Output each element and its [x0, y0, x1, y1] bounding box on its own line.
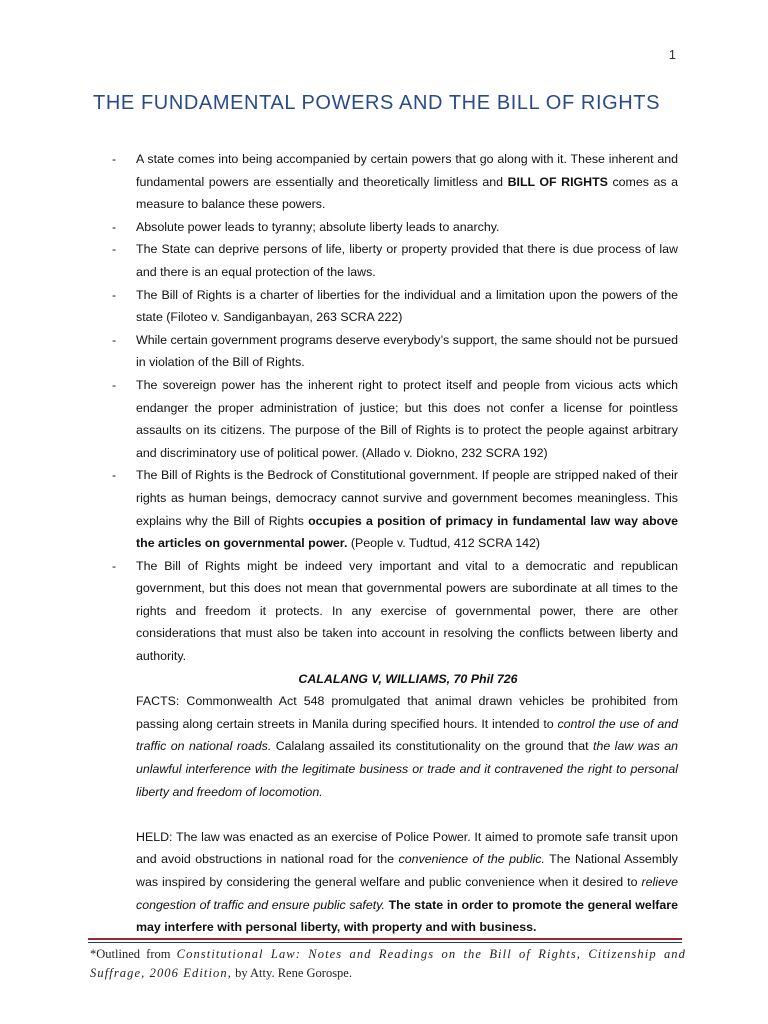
bullet-text: The Bill of Rights is a charter of liberties for the individual and a limitation upon the powers of the state (Filoteo v. Sandiganbayan, 263 SCRA 222) — [136, 287, 678, 325]
footnote-suffix: by Atty. Rene Gorospe. — [231, 966, 352, 980]
bullet-item — [112, 216, 678, 239]
facts-text: Calalang assailed its constitutionality on the ground that — [271, 739, 594, 754]
bullet-text: (People v. Tudtud, 412 SCRA 142) — [347, 536, 541, 551]
footer-rule-red — [88, 938, 682, 940]
bullet-item — [112, 374, 678, 464]
bullet-text: The sovereign power has the inherent right to protect itself and people from vicious acts which endanger the proper administration of justice; but this does not confer a license for pointless assaults on its citizens. The purpose of the Bill of Rights is to protect the people against arbitrary and discriminatory use of political power. (Allado v. Diokno, 232 SCRA 192) — [136, 377, 678, 460]
footer-rule-blue — [88, 942, 682, 943]
bullet-text: Absolute power leads to tyranny; absolute liberty leads to anarchy. — [136, 219, 500, 234]
bullet-text: While certain government programs deserve everybody’s support, the same should not be pursued in violation of the Bill of Rights. — [136, 332, 678, 370]
footnote-source: Constitutional Law: Notes and Readings on the Bill of Rights, Citizenship and Suffrage, 2006 Edition, — [90, 947, 687, 980]
bullet-item — [112, 284, 678, 329]
paragraph-spacer — [136, 803, 678, 826]
document-title: THE FUNDAMENTAL POWERS AND THE BILL OF RIGHTS — [93, 92, 661, 114]
bullet-bold-text: BILL OF RIGHTS — [507, 174, 608, 189]
bullet-dash: - — [112, 287, 117, 302]
bullet-text: A state comes into being accompanied by certain powers that go along with it. These inherent and fundamental powers are essentially and theoretically limitless and — [136, 152, 678, 189]
facts-paragraph — [136, 690, 678, 803]
held-italic-text: convenience of the public. — [398, 852, 545, 867]
held-bold-text: The state in order to promote the general welfare may interfere with personal liberty, with property and with business. — [136, 897, 678, 935]
facts-italic-text: the law was an unlawful interference with the legitimate business or trade and it contravened the right to personal liberty and freedom of locomotion. — [136, 739, 678, 799]
bullet-item — [112, 148, 678, 216]
bullet-dash: - — [112, 219, 117, 234]
held-text: The National Assembly was inspired by considering the general welfare and public convenience when it desired to — [136, 852, 678, 889]
bullet-dash: - — [112, 377, 117, 392]
facts-text: FACTS: Commonwealth Act 548 promulgated that animal drawn vehicles be prohibited from passing along certain streets in Manila during specified hours. It intended to — [136, 694, 678, 731]
document-body — [112, 148, 678, 939]
case-digest — [112, 668, 678, 939]
bullet-item — [112, 555, 678, 668]
footnote — [90, 945, 686, 983]
bullet-dash: - — [112, 558, 117, 573]
bullet-bold-text: occupies a position of primacy in fundamental law way above the articles on governmental power. — [136, 513, 679, 551]
footnote-prefix: *Outlined from — [90, 947, 177, 961]
bullet-list — [112, 148, 678, 668]
held-text: HELD: The law was enacted as an exercise of Police Power. It aimed to promote safe transit upon and avoid obstructions in national road for the — [136, 829, 678, 867]
bullet-dash: - — [112, 332, 117, 347]
bullet-text: The State can deprive persons of life, liberty or property provided that there is due process of law and there is an equal protection of the laws. — [136, 242, 678, 279]
held-paragraph — [136, 826, 678, 939]
bullet-dash: - — [112, 242, 117, 257]
bullet-item — [112, 238, 678, 283]
bullet-text: The Bill of Rights is the Bedrock of Constitutional government. If people are stripped naked of their rights as human beings, democracy cannot survive and government becomes meaningless. This explains why the Bill of Rights — [136, 468, 678, 528]
bullet-item — [112, 329, 678, 374]
case-title: CALALANG V, WILLIAMS, 70 Phil 726 — [298, 671, 518, 686]
bullet-dash: - — [112, 468, 117, 483]
bullet-text: The Bill of Rights might be indeed very important and vital to a democratic and republican government, but this does not mean that governmental powers are subordinate at all times to the rights and freedom it protects. In any exercise of governmental power, there are other considerations that must also be taken into account in resolving the conflicts between liberty and authority. — [136, 558, 678, 664]
bullet-item — [112, 464, 678, 554]
bullet-dash: - — [112, 152, 117, 166]
held-italic-text: relieve congestion of traffic and ensure public safety. — [136, 875, 678, 912]
bullet-text: comes as a measure to balance these powers. — [136, 174, 678, 212]
facts-italic-text: control the use of and traffic on national roads. — [136, 716, 678, 754]
page-number: 1 — [668, 47, 676, 62]
